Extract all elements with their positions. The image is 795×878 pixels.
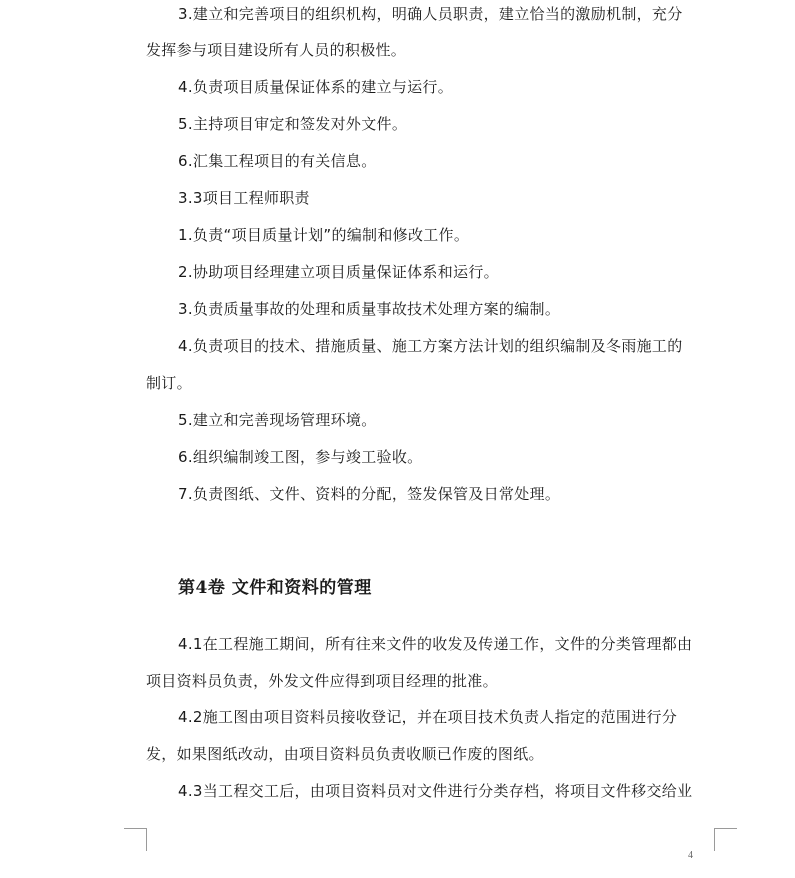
paragraph-line: 4.负责项目的技术、措施质量、施工方案方法计划的组织编制及冬雨施工的 (178, 337, 683, 355)
paragraph-line: 4.负责项目质量保证体系的建立与运行。 (178, 78, 454, 96)
paragraph-line: 4.2施工图由项目资料员接收登记，并在项目技术负责人指定的范围进行分 (178, 708, 678, 726)
page-number: 4 (688, 850, 693, 861)
paragraph-line: 3.负责质量事故的处理和质量事故技术处理方案的编制。 (178, 300, 561, 318)
paragraph-line: 4.3当工程交工后，由项目资料员对文件进行分类存档，将项目文件移交给业 (178, 782, 693, 800)
paragraph-line: 1.负责“项目质量计划”的编制和修改工作。 (178, 226, 470, 244)
paragraph-line: 项目资料员负责，外发文件应得到项目经理的批准。 (146, 672, 498, 690)
paragraph-line: 7.负责图纸、文件、资料的分配，签发保管及日常处理。 (178, 485, 561, 503)
paragraph-line: 5.主持项目审定和签发对外文件。 (178, 115, 408, 133)
paragraph-line: 制订。 (146, 374, 192, 392)
paragraph-line: 发，如果图纸改动，由项目资料员负责收顺已作废的图纸。 (146, 745, 544, 763)
subsection-title: 3.3项目工程师职责 (178, 189, 310, 207)
paragraph-line: 3.建立和完善项目的组织机构，明确人员职责，建立恰当的激励机制，充分 (178, 5, 683, 23)
margin-crop-mark-right (714, 828, 737, 851)
paragraph-line: 6.组织编制竣工图，参与竣工验收。 (178, 448, 423, 466)
paragraph-line: 6.汇集工程项目的有关信息。 (178, 152, 377, 170)
chapter-heading: 第4卷 文件和资料的管理 (178, 578, 372, 598)
paragraph-line: 发挥参与项目建设所有人员的积极性。 (146, 41, 407, 59)
paragraph-line: 4.1在工程施工期间，所有往来文件的收发及传递工作，文件的分类管理都由 (178, 635, 693, 653)
paragraph-line: 2.协助项目经理建立项目质量保证体系和运行。 (178, 263, 499, 281)
paragraph-line: 5.建立和完善现场管理环境。 (178, 411, 377, 429)
margin-crop-mark-left (124, 828, 147, 851)
